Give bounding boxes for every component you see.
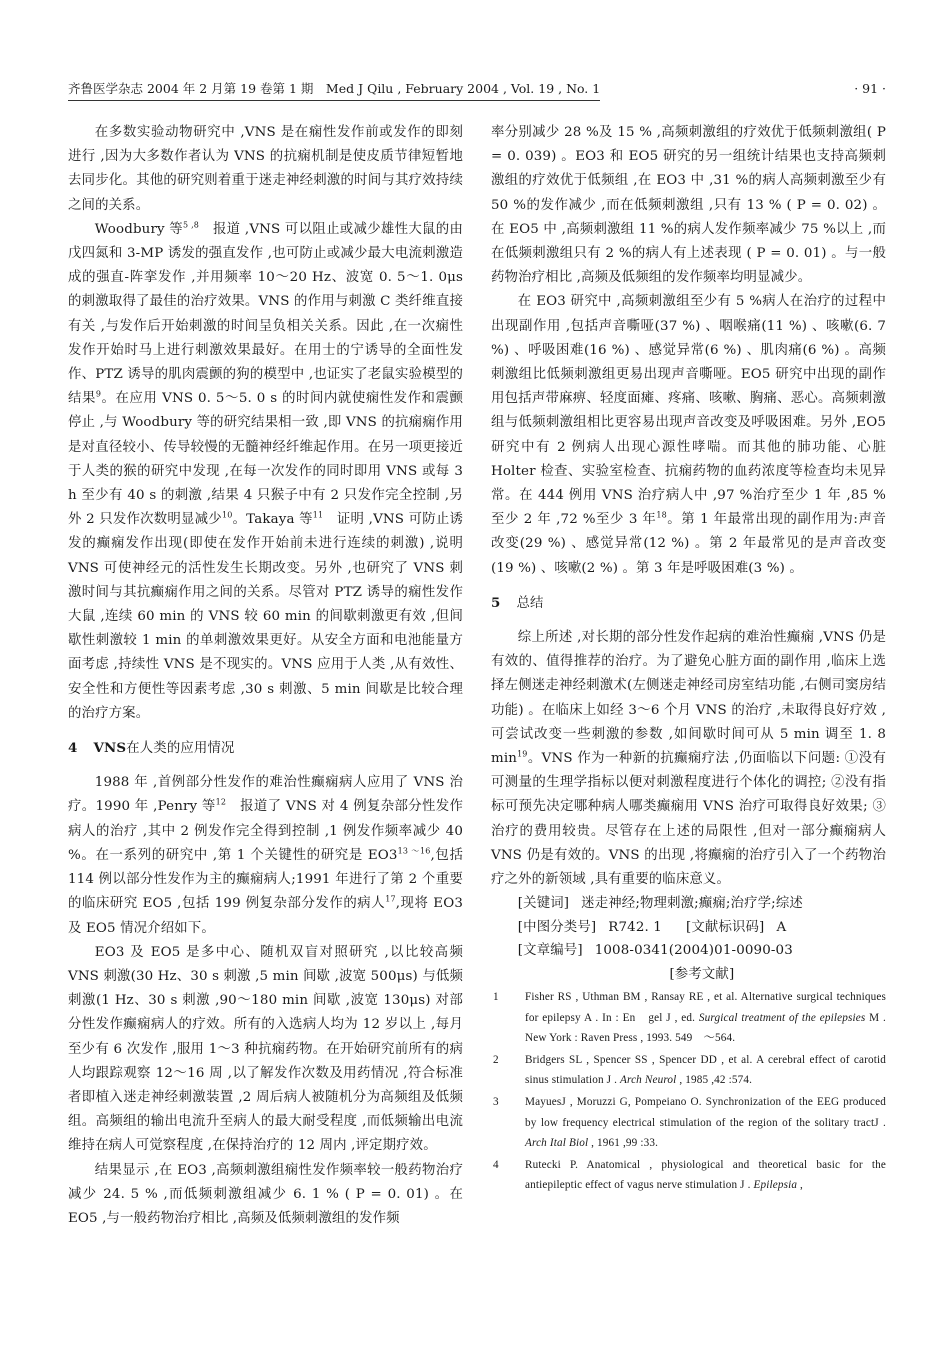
journal-info: 齐鲁医学杂志 2004 年 2 月第 19 卷第 1 期 Med J Qilu , February 2004 , Vol. 19 , No. 1 [68,79,600,101]
section-heading-5: 5 总结 [491,594,544,611]
paragraph: 结果显示 ,在 EO3 ,高频刺激组痫性发作频率较一般药物治疗减少 24. 5 % ,而低频刺激组减少 6. 1 % ( P = 0. 01) 。在 EO5 ,与一般药物治疗相比 ,高频及低频刺激组的发作频 [68,1162,463,1226]
article-number: [文章编号] 1008-0341(2004)01-0090-03 [517,943,793,959]
paragraph: 在 EO3 研究中 ,高频刺激组至少有 5 %病人在治疗的过程中出现副作用 ,包括声音嘶哑(37 %) 、咽喉痛(11 %) 、咳嗽(6. 7 %) 、呼吸困难(16 %) 、感觉异常(6 %) 、肌肉痛(6 %) 。高频刺激组比低频刺激组更易出现声音嘶哑。EO5 研究中出现的副作用包括声带麻痹、轻度面瘫、疼痛、咳嗽、胸痛、恶心。高频刺激组与低频刺激组相比更容易出现声音改变及呼吸困难。另外 ,EO5 研究中有 2 例病人出现心源性哮喘。而其他的肺功能、心脏 Holter 检查、实验室检查、抗痫药物的血药浓度等检查均未见异常。在 444 例用 VNS 治疗病人中 ,97 %治疗至少 1 年 ,85 %至少 2 年 ,72 %至少 3 年$^{18}$。第 1 年最常出现的副作用为:声音改变(29 %) 、感觉异常(12 %) 。第 2 年最常见的是声音改变(19 %) 、咳嗽(2 %) 。第 3 年是呼吸困难(3 %) 。 [491,294,886,576]
reference-list [491,987,886,1196]
paragraph: 综上所述 ,对长期的部分性发作起病的难治性癫痫 ,VNS 仍是有效的、值得推荐的治疗。为了避免心脏方面的副作用 ,临床上选择左侧迷走神经刺激术(左侧迷走神经司房室结功能 ,右侧司窦房结功能) 。在临床上如经 3～6 个月 VNS 的治疗 ,未取得良好疗效 ,可尝试改变一些刺激的参数 ,如间歇时间可从 5 min 调至 1. 8 $\min^{19}$。VNS 作为一种新的抗癫痫疗法 ,仍面临以下问题: ①没有可测量的生理学指标以便对刺激程度进行个体化的调控; ②没有指标可预先决定哪种病人哪类癫痫用 VNS 治疗可取得良好效果; ③治疗的费用较贵。尽管存在上述的局限性 ,但对一部分癫痫病人 VNS 仍是有效的。VNS 的出现 ,将癫痫的治疗引入了一个药物治疗之外的新领域 ,具有重要的临床意义。 [491,630,886,888]
reference-item: 4 Rutecki P. Anatomical , physiological and theoretical basic for the antiepileptic effect of vagus nerve stimulation J . Epilepsia , [493,1158,886,1192]
citation: 18 [656,510,667,520]
citation: 17 [385,894,396,904]
citation: 11 [312,510,324,520]
reference-item: 3 MayuesJ , Moruzzi G, Pompeiano O. Synchronization of the EEG produced by low frequency electrical stimulation of the region of the solitary tractJ . Arch Ital Biol , 1961 ,99 :33. [493,1095,886,1150]
citation: 9 [95,389,102,399]
page-number: · 91 · [854,81,886,96]
running-header [68,79,886,99]
citation: 10 [221,510,233,520]
paragraph: 在多数实验动物研究中 ,VNS 是在痫性发作前或发作的即刻进行 ,因为大多数作者认为 VNS 的抗痫机制是使皮质节律短暂地去同步化。其他的研究则着重于迷走神经刺激的时间与其疗效持续之间的关系。 [68,125,463,213]
left-column [68,121,463,1231]
keywords: [关键词] 迷走神经;物理刺激;癫痫;治疗学;综述 [517,896,803,912]
citation: 13 ～16 [397,846,431,856]
citation: 5 ,8 [183,220,200,230]
paragraph: Woodbury 等$^{5 ,8}$ 报道 ,VNS 可以阻止或减少雄性大鼠的由戊四氮和 3-MP 诱发的强直发作 ,也可防止或减少最大电流刺激造成的强直-阵挛发作 ,并用频率 10～20 Hz、波宽 0. 5～1. 0μs 的刺激取得了最佳的治疗效果。VNS 的作用与刺激 C 类纤维直接有关 ,与发作后开始刺激的时间呈负相关关系。因此 ,在一次痫性发作开始时马上进行刺激效果最好。在用士的宁诱导的全面性发作、PTZ 诱导的肌肉震颤的狗的模型中 ,也证实了老鼠实验模型的结果$^9$。在应用 VNS 0. 5～5. 0 s 的时间内就使痫性发作和震颤停止 ,与 Woodbury 等的研究结果相一致 ,即 VNS 的抗痫痫作用是对直径较小、传导较慢的无髓神经纤维起作用。在另一项更接近于人类的猴的研究中发现 ,在每一次发作的同时即用 VNS 或每 3 h 至少有 40 s 的刺激 ,结果 4 只猴子中有 2 只发作完全控制 ,另外 2 只发作次数明显减少$^{10}$。Takaya 等$^{11}$ 证明 ,VNS 可防止诱发的癫痫发作出现(即使在发作开始前未进行连续的刺激) ,说明 VNS 可使神经元的活性发生长期改变。另外 ,也研究了 VNS 刺激时间与其抗癫痫作用之间的关系。尽管对 PTZ 诱导的痫性发作大鼠 ,连续 60 min 的 VNS 较 60 min 的间歇刺激更有效 ,但间歇性刺激较 1 min 的单刺激效果更好。从安全方面和电池能量方面考虑 ,持续性 VNS 是不现实的。VNS 应用于人类 ,从有效性、安全性和方便性等因素考虑 ,30 s 刺激、5 min 间歇是比较合理的治疗方案。 [68,220,464,721]
reference-item: 2 Bridgers SL , Spencer SS , Spencer DD , et al. A cerebral effect of carotid sinus stimulation J . Arch Neurol , 1985 ,42 :574. [493,1053,886,1087]
citation: 19 [517,749,528,759]
section-heading-4: 4 VNS在人类的应用情况 [68,740,235,757]
references-title: [参考文献] [669,966,735,982]
paragraph: 率分别减少 28 %及 15 % ,高频刺激组的疗效优于低频刺激组( P = 0. 039) 。EO3 和 EO5 研究的另一组统计结果也支持高频刺激组的疗效优于低频组 ,在 EO3 中 ,31 %的病人高频刺激至少有 50 %的发作减少 ,而在低频刺激组 ,只有 13 % ( P = 0. 02) 。在 EO5 中 ,高频刺激组 11 %的病人发作频率减少 75 %以上 ,而在低频刺激组只有 2 %的病人有上述表现 ( P = 0. 01) 。与一般药物治疗相比 ,高频及低频组的发作频率均明显减少。 [491,125,886,286]
right-column [491,121,886,1197]
citation: 12 [215,798,227,808]
paragraph: EO3 及 EO5 是多中心、随机双盲对照研究 ,以比较高频 VNS 刺激(30 Hz、30 s 刺激 ,5 min 间歇 ,波宽 500μs) 与低频刺激(1 Hz、30 s 刺激 ,90～180 min 间歇 ,波宽 130μs) 对部分性发作癫痫病人的疗效。所有的入选病人均为 12 岁以上 ,每月至少有 6 次发作 ,服用 1～3 种抗痫药物。在开始研究前所有的病人均跟踪观察 12～16 周 ,以了解发作次数及用药情况 ,符合标准者即植入迷走神经刺激装置 ,2 周后病人被随机分为高频组及低频组。高频组的输出电流升至病人的最大耐受程度 ,而低频输出电流维持在病人可觉察程度 ,在保持治疗的 12 周内 ,评定期疗效。 [68,944,463,1154]
paragraph: 1988 年 ,首例部分性发作的难治性癫痫病人应用了 VNS 治疗。1990 年 ,Penry 等$^{12}$ 报道了 VNS 对 4 例复杂部分性发作病人的治疗 ,其中 2 例发作完全得到控制 ,1 例发作频率减少 40 %。在一系列的研究中 ,第 1 个关键性的研究是 $EO3^{13 \sim 16}$,包括 114 例以部分性发作为主的癫痫病人;1991 年进行了第 2 个重要的临床研究 EO5 ,包括 199 例复杂部分发作的病人$^{17}$,现将 EO3 及 EO5 情况介绍如下。 [68,775,464,936]
reference-item: 1 Fisher RS , Uthman BM , Ransay RE , et al. Alternative surgical techniques for epilepsy A . In : En gel J , ed. Surgical treatment of the epilepsies M . New York : Raven Press , 1993. 549 ～564. [493,991,886,1045]
classification: [中图分类号] R742. 1 [文献标识码] A [517,919,787,935]
